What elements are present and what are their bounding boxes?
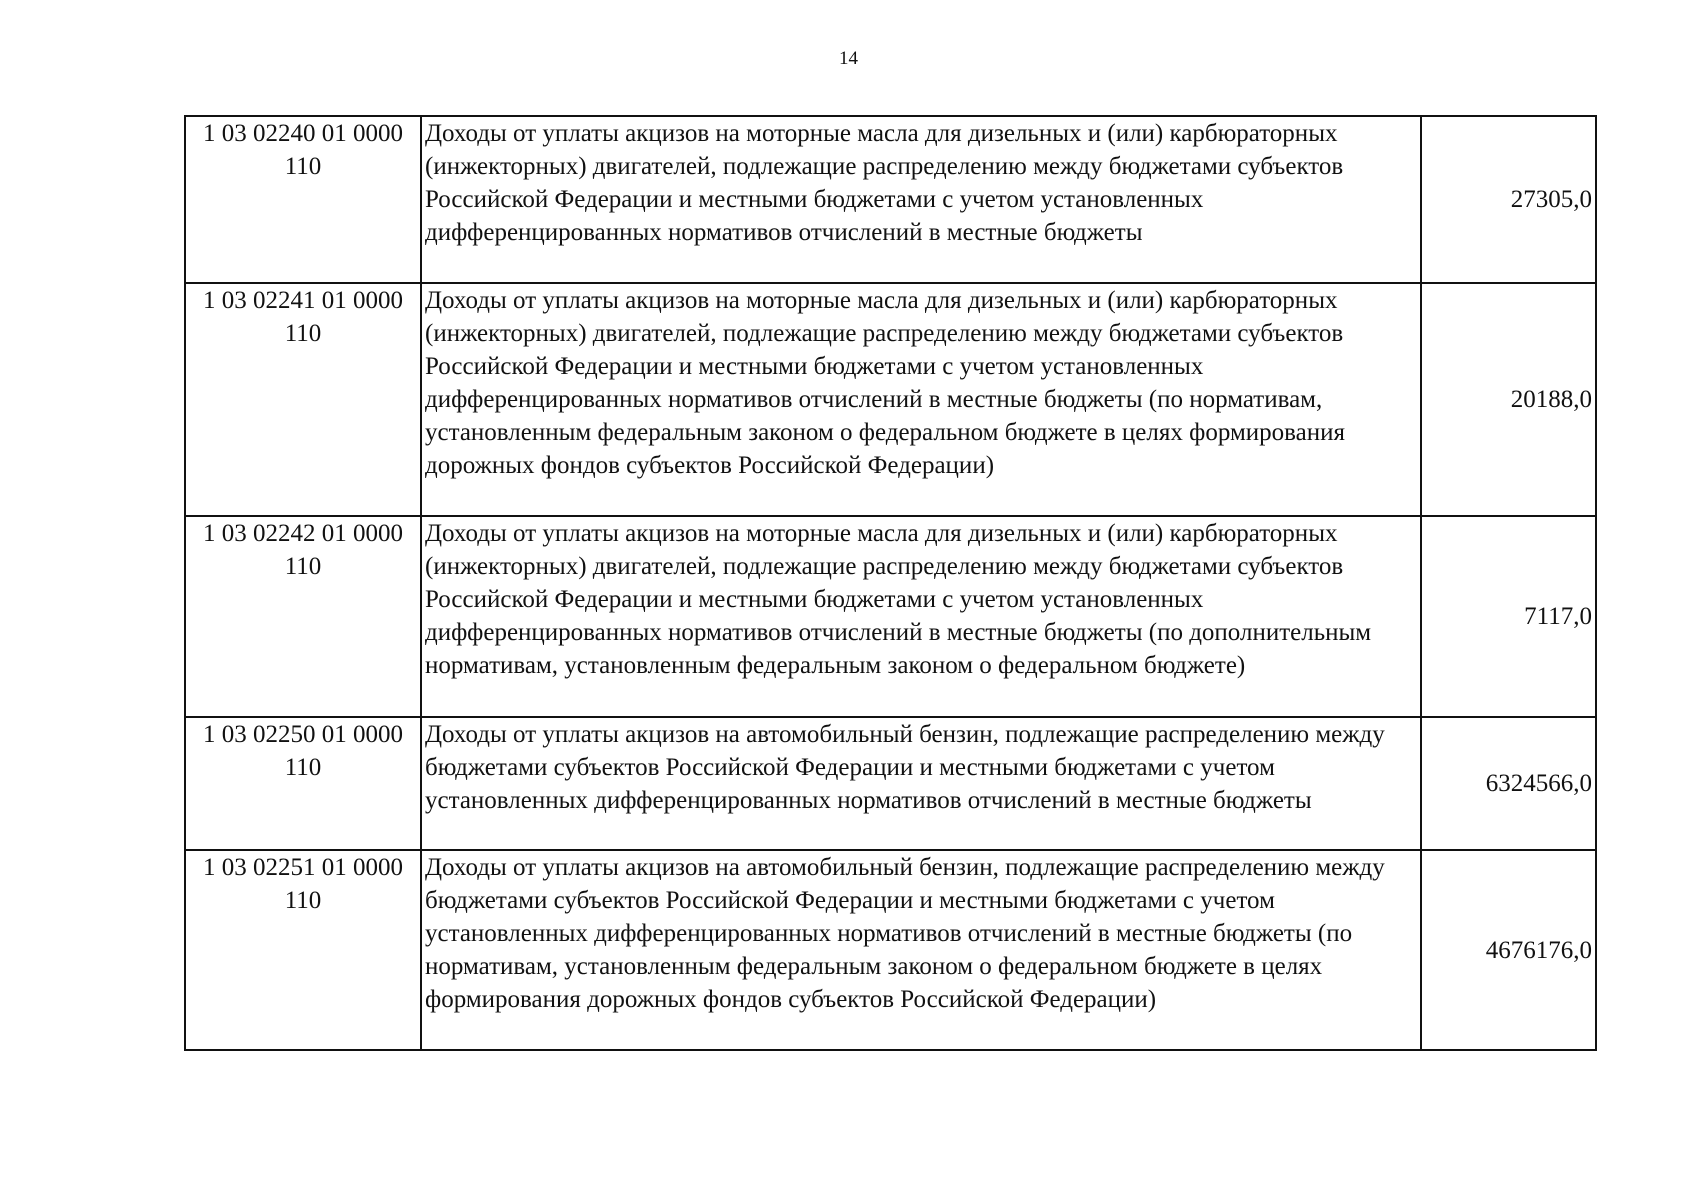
budget-code-cell: 1 03 02241 01 0000 110 (185, 283, 421, 516)
budget-code-cell: 1 03 02240 01 0000 110 (185, 116, 421, 283)
amount-cell: 6324566,0 (1421, 717, 1596, 850)
table-row (185, 850, 1596, 1050)
budget-code-cell: 1 03 02250 01 0000 110 (185, 717, 421, 850)
description-cell: Доходы от уплаты акцизов на моторные масла для дизельных и (или) карбюраторных (инжекторных) двигателей, подлежащие распределению между бюджетами субъектов Российской Федерации и местными бюджетами с учетом установленных дифференцированных нормативов отчислений в местные бюджеты (по дополнительным нормативам, установленным федеральным законом о федеральном бюджете) (421, 516, 1421, 717)
description-cell: Доходы от уплаты акцизов на автомобильный бензин, подлежащие распределению между бюджетами субъектов Российской Федерации и местными бюджетами с учетом установленных дифференцированных нормативов отчислений в местные бюджеты (421, 717, 1421, 850)
amount-cell: 20188,0 (1421, 283, 1596, 516)
budget-code-cell: 1 03 02251 01 0000 110 (185, 850, 421, 1050)
table-row (185, 717, 1596, 850)
amount-cell: 27305,0 (1421, 116, 1596, 283)
table-row (185, 283, 1596, 516)
table-row (185, 516, 1596, 717)
amount-cell: 7117,0 (1421, 516, 1596, 717)
budget-code-cell: 1 03 02242 01 0000 110 (185, 516, 421, 717)
description-cell: Доходы от уплаты акцизов на автомобильный бензин, подлежащие распределению между бюджетами субъектов Российской Федерации и местными бюджетами с учетом установленных дифференцированных нормативов отчислений в местные бюджеты (по нормативам, установленным федеральным законом о федеральном бюджете в целях формирования дорожных фондов субъектов Российской Федерации) (421, 850, 1421, 1050)
table-row (185, 116, 1596, 283)
revenue-table (184, 115, 1597, 1051)
page-number: 14 (839, 48, 858, 69)
description-cell: Доходы от уплаты акцизов на моторные масла для дизельных и (или) карбюраторных (инжекторных) двигателей, подлежащие распределению между бюджетами субъектов Российской Федерации и местными бюджетами с учетом установленных дифференцированных нормативов отчислений в местные бюджеты (по нормативам, установленным федеральным законом о федеральном бюджете в целях формирования дорожных фондов субъектов Российской Федерации) (421, 283, 1421, 516)
amount-cell: 4676176,0 (1421, 850, 1596, 1050)
description-cell: Доходы от уплаты акцизов на моторные масла для дизельных и (или) карбюраторных (инжекторных) двигателей, подлежащие распределению между бюджетами субъектов Российской Федерации и местными бюджетами с учетом установленных дифференцированных нормативов отчислений в местные бюджеты (421, 116, 1421, 283)
